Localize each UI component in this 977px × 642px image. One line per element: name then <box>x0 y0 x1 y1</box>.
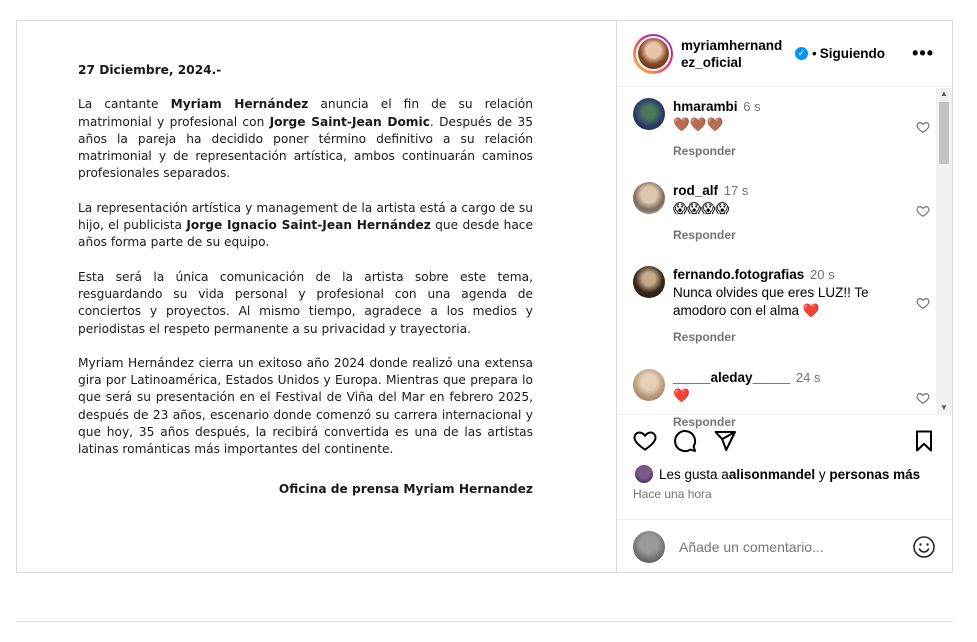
following-button[interactable]: Siguiendo <box>819 46 885 61</box>
comment-time: 17 s <box>723 183 749 198</box>
scroll-up-arrow-icon[interactable]: ▲ <box>940 89 948 98</box>
comment-time: 6 s <box>743 99 761 114</box>
reply-button[interactable]: Responder <box>673 415 736 429</box>
liker-avatar[interactable] <box>633 463 655 485</box>
like-comment-heart-icon[interactable] <box>916 296 930 310</box>
comment-username[interactable]: fernando.fotografias <box>673 267 805 282</box>
post-image[interactable] <box>17 21 617 572</box>
press-release-letter <box>78 62 533 515</box>
comment-avatar[interactable] <box>633 369 665 401</box>
comment-text: ❤️ <box>673 388 690 403</box>
letter-paragraph-1: La cantante Myriam Hernández anuncia el fin de su relación matrimonial y profesional con Jorge Saint-Jean Domic. Después de 35 años la pareja ha decidido poner término definitivo a su relación matrimonial y de representación artística, ambos continuarán caminos profesionales separados. <box>78 97 533 181</box>
comment-time: 20 s <box>810 267 835 282</box>
likes-summary: Les gusta a alisonmandel y personas más <box>633 463 920 485</box>
letter-paragraph-3: Esta será la única comunicación de la artista sobre este tema, resguardando su vida personal y profesional con una agenda de conciertos y proyectos. Al mismo tiempo, agradece a los medios y periodistas el respeto permanente a su privacidad y trayectoria. <box>78 269 533 336</box>
like-comment-heart-icon[interactable] <box>916 120 930 134</box>
liker-username[interactable]: alisonmandel <box>728 466 816 482</box>
comment-text: 🤎🤎🤎 <box>673 117 724 132</box>
comment-bubble-icon[interactable] <box>673 429 697 453</box>
comment-avatar[interactable] <box>633 98 665 130</box>
emoji-picker-icon[interactable] <box>912 535 936 559</box>
post-sidebar <box>617 21 952 572</box>
share-send-icon[interactable] <box>713 429 737 453</box>
letter-paragraph-2: La representación artística y management de la artista está a cargo de su hijo, el publicista Jorge Ignacio Saint-Jean Hernández que desde hace años forma parte de su equipo. <box>78 200 533 250</box>
letter-signature: Oficina de prensa Myriam Hernandez <box>278 481 533 496</box>
author-avatar[interactable] <box>633 34 673 74</box>
scroll-down-arrow-icon[interactable]: ▼ <box>940 403 948 412</box>
like-heart-icon[interactable] <box>633 429 657 453</box>
comments-list <box>617 88 952 429</box>
scrollbar-thumb[interactable] <box>939 102 949 164</box>
more-options-icon[interactable]: ••• <box>912 43 934 63</box>
post-header <box>617 21 952 87</box>
post-container <box>16 20 953 573</box>
comments-scrollbar[interactable] <box>936 88 952 413</box>
comment-time: 24 s <box>795 370 821 385</box>
current-user-avatar <box>633 531 665 563</box>
add-comment-bar <box>617 519 952 574</box>
comment-avatar[interactable] <box>633 266 665 298</box>
comment-text: 😱😱😱😱 <box>673 201 730 216</box>
page-divider <box>16 621 953 622</box>
like-comment-heart-icon[interactable] <box>916 391 930 405</box>
comment-username[interactable]: hmarambi <box>673 99 738 114</box>
comment-item <box>633 98 912 178</box>
action-bar <box>633 429 936 455</box>
letter-date: 27 Diciembre, 2024.- <box>78 63 222 77</box>
reply-button[interactable]: Responder <box>673 144 736 158</box>
save-bookmark-icon[interactable] <box>912 429 936 453</box>
comment-avatar[interactable] <box>633 182 665 214</box>
comment-text: Nunca olvides que eres LUZ!! Te amodoro con el alma ❤️ <box>673 285 869 318</box>
post-timestamp: Hace una hora <box>633 487 712 501</box>
verified-badge-icon: ✓ <box>795 47 808 60</box>
author-username[interactable]: myriamhernandez_oficial <box>681 37 783 70</box>
likes-others-link[interactable]: personas más <box>829 466 921 482</box>
like-comment-heart-icon[interactable] <box>916 204 930 218</box>
post-actions <box>617 414 952 573</box>
letter-paragraph-4: Myriam Hernández cierra un exitoso año 2024 donde realizó una extensa gira por Latinoamérica, Estados Unidos y Europa. Mientras que prepara lo que será su presentación en el Festival de Viña del Mar en febrero 2025, después de 23 años, escenario donde comenzó su carrera internacional y que hoy, 35 años después, la recibirá convertida es una de las artistas latinas románticas más importantes del continente. <box>78 355 533 457</box>
comment-item <box>633 266 912 366</box>
follow-separator: • <box>812 46 817 61</box>
comment-username[interactable]: _____aleday_____ <box>673 370 791 385</box>
comment-item <box>633 182 912 262</box>
reply-button[interactable]: Responder <box>673 330 736 344</box>
comment-username[interactable]: rod_alf <box>673 183 719 198</box>
comment-input[interactable] <box>677 538 912 556</box>
reply-button[interactable]: Responder <box>673 228 736 242</box>
